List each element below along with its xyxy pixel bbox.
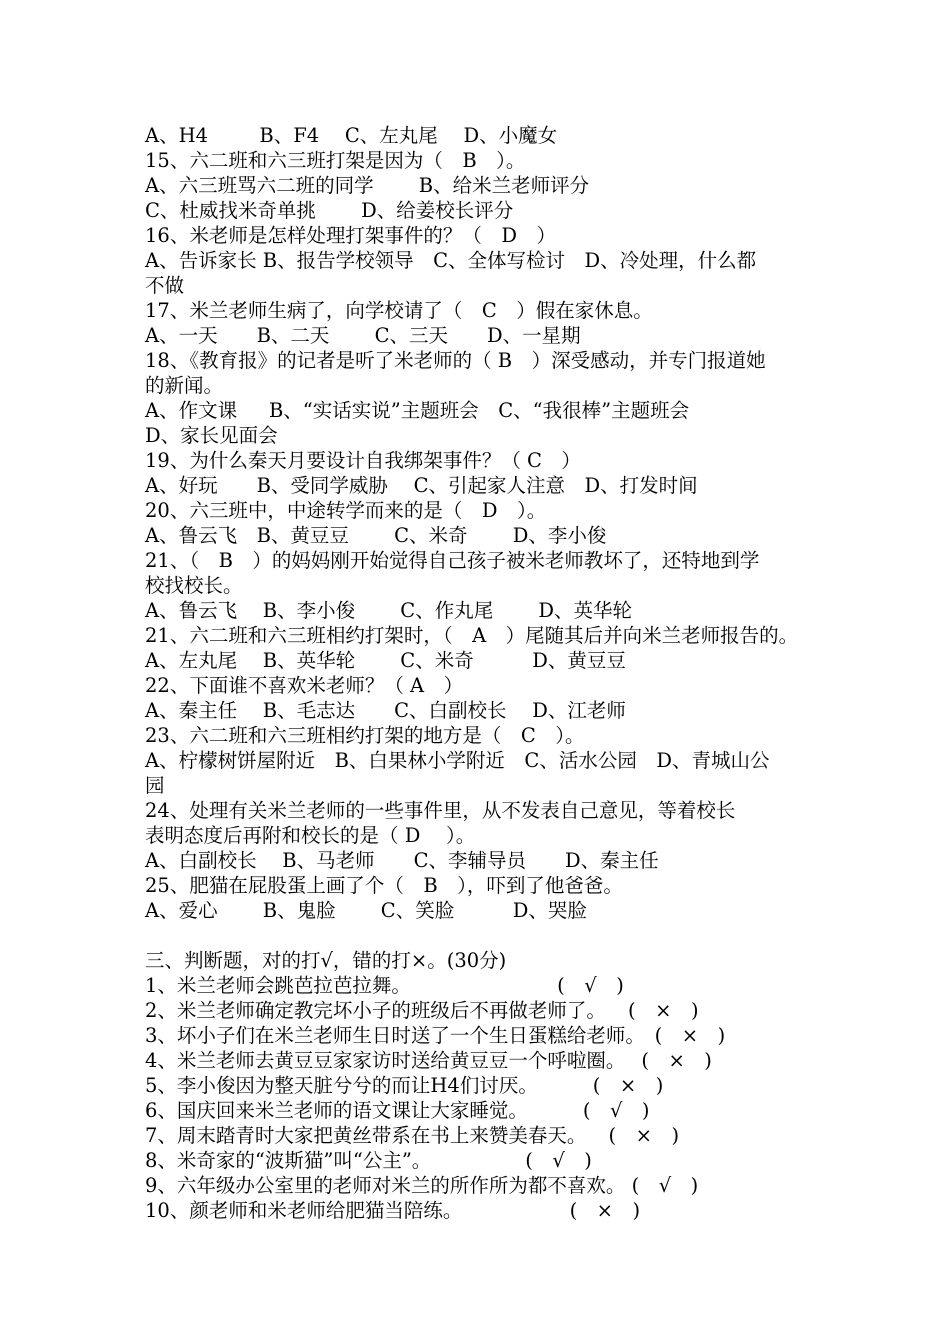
text-line: 22、下面谁不喜欢米老师？（ A ）	[145, 674, 464, 697]
text-line: A、告诉家长 B、报告学校领导 C、全体写检讨 D、冷处理，什么都	[145, 249, 757, 272]
text-line: A、左丸尾 B、英华轮 C、米奇 D、黄豆豆	[145, 649, 626, 672]
text-line: 不做	[145, 274, 185, 297]
text-line: 21、（ B ）的妈妈刚开始觉得自己孩子被米老师教坏了，还特地到学	[145, 549, 760, 572]
text-line: 8、米奇家的“波斯猫”叫“公主”。 ( √ )	[145, 1149, 592, 1172]
text-line: 25、肥猫在屁股蛋上画了个（ B ），吓到了他爸爸。	[145, 874, 623, 897]
text-line: 18、《教育报》的记者是听了米老师的（ B ）深受感动，并专门报道她	[145, 349, 766, 372]
text-line: D、家长见面会	[145, 424, 278, 447]
text-line: 19、为什么秦天月要设计自我绑架事件？（ C ）	[145, 449, 581, 472]
text-line: A、秦主任 B、毛志达 C、白副校长 D、江老师	[145, 699, 626, 722]
document-page	[145, 123, 810, 1223]
text-line: A、作文课 B、“实话实说”主题班会 C、“我很棒”主题班会	[145, 399, 690, 422]
text-line: 4、米兰老师去黄豆豆家家访时送给黄豆豆一个呼啦圈。 ( × )	[145, 1049, 712, 1072]
text-line: A、鲁云飞 B、黄豆豆 C、米奇 D、李小俊	[145, 524, 607, 547]
text-line: 2、米兰老师确定教完坏小子的班级后不再做老师了。 ( × )	[145, 999, 699, 1022]
text-line: 校找校长。	[145, 574, 243, 597]
text-line: 17、米兰老师生病了，向学校请了（ C ）假在家休息。	[145, 299, 653, 322]
text-line: A、六三班骂六二班的同学 B、给米兰老师评分	[145, 174, 590, 197]
text-line: 5、李小俊因为整天脏兮兮的而让H4们讨厌。 ( × )	[145, 1074, 664, 1097]
text-line: C、杜威找米奇单挑 D、给姜校长评分	[145, 199, 514, 222]
text-line: 23、六二班和六三班相约打架的地方是（ C ）。	[145, 724, 585, 747]
text-line: 10、颜老师和米老师给肥猫当陪练。 ( × )	[145, 1199, 641, 1222]
text-line: 9、六年级办公室里的老师对米兰的所作所为都不喜欢。 ( √ )	[145, 1174, 699, 1197]
text-line: 24、处理有关米兰老师的一些事件里，从不发表自己意见，等着校长	[145, 799, 736, 822]
text-line: 的新闻。	[145, 374, 224, 397]
text-line: A、白副校长 B、马老师 C、李辅导员 D、秦主任	[145, 849, 659, 872]
text-line: 园	[145, 774, 165, 797]
text-line: 21、六二班和六三班相约打架时，（ A ）尾随其后并向米兰老师报告的。	[145, 624, 799, 647]
true-false-section	[145, 948, 810, 1223]
text-line: 三、判断题，对的打√，错的打×。(30分)	[145, 949, 507, 972]
text-line: 7、周末踏青时大家把黄丝带系在书上来赞美春天。 ( × )	[145, 1124, 680, 1147]
text-line: A、H4 B、F4 C、左丸尾 D、小魔女	[145, 124, 558, 147]
section-gap	[145, 923, 810, 948]
text-line: 3、坏小子们在米兰老师生日时送了一个生日蛋糕给老师。 ( × )	[145, 1024, 726, 1047]
text-line: A、一天 B、二天 C、三天 D、一星期	[145, 324, 581, 347]
text-line: 表明态度后再附和校长的是（ D ）。	[145, 824, 476, 847]
text-line: A、柠檬树饼屋附近 B、白果林小学附近 C、活水公园 D、青城山公	[145, 749, 770, 772]
text-line: A、好玩 B、受同学威胁 C、引起家人注意 D、打发时间	[145, 474, 698, 497]
text-line: 6、国庆回来米兰老师的语文课让大家睡觉。 ( √ )	[145, 1099, 650, 1122]
text-line: 16、米老师是怎样处理打架事件的？（ D ）	[145, 224, 556, 247]
text-line: A、鲁云飞 B、李小俊 C、作丸尾 D、英华轮	[145, 599, 633, 622]
multiple-choice-section	[145, 123, 810, 923]
text-line: 15、六二班和六三班打架是因为（ B ）。	[145, 149, 526, 172]
text-line: A、爱心 B、鬼脸 C、笑脸 D、哭脸	[145, 899, 587, 922]
text-line: 20、六三班中，中途转学而来的是（ D ）。	[145, 499, 547, 522]
text-line: 1、米兰老师会跳芭拉芭拉舞。 ( √ )	[145, 974, 624, 997]
